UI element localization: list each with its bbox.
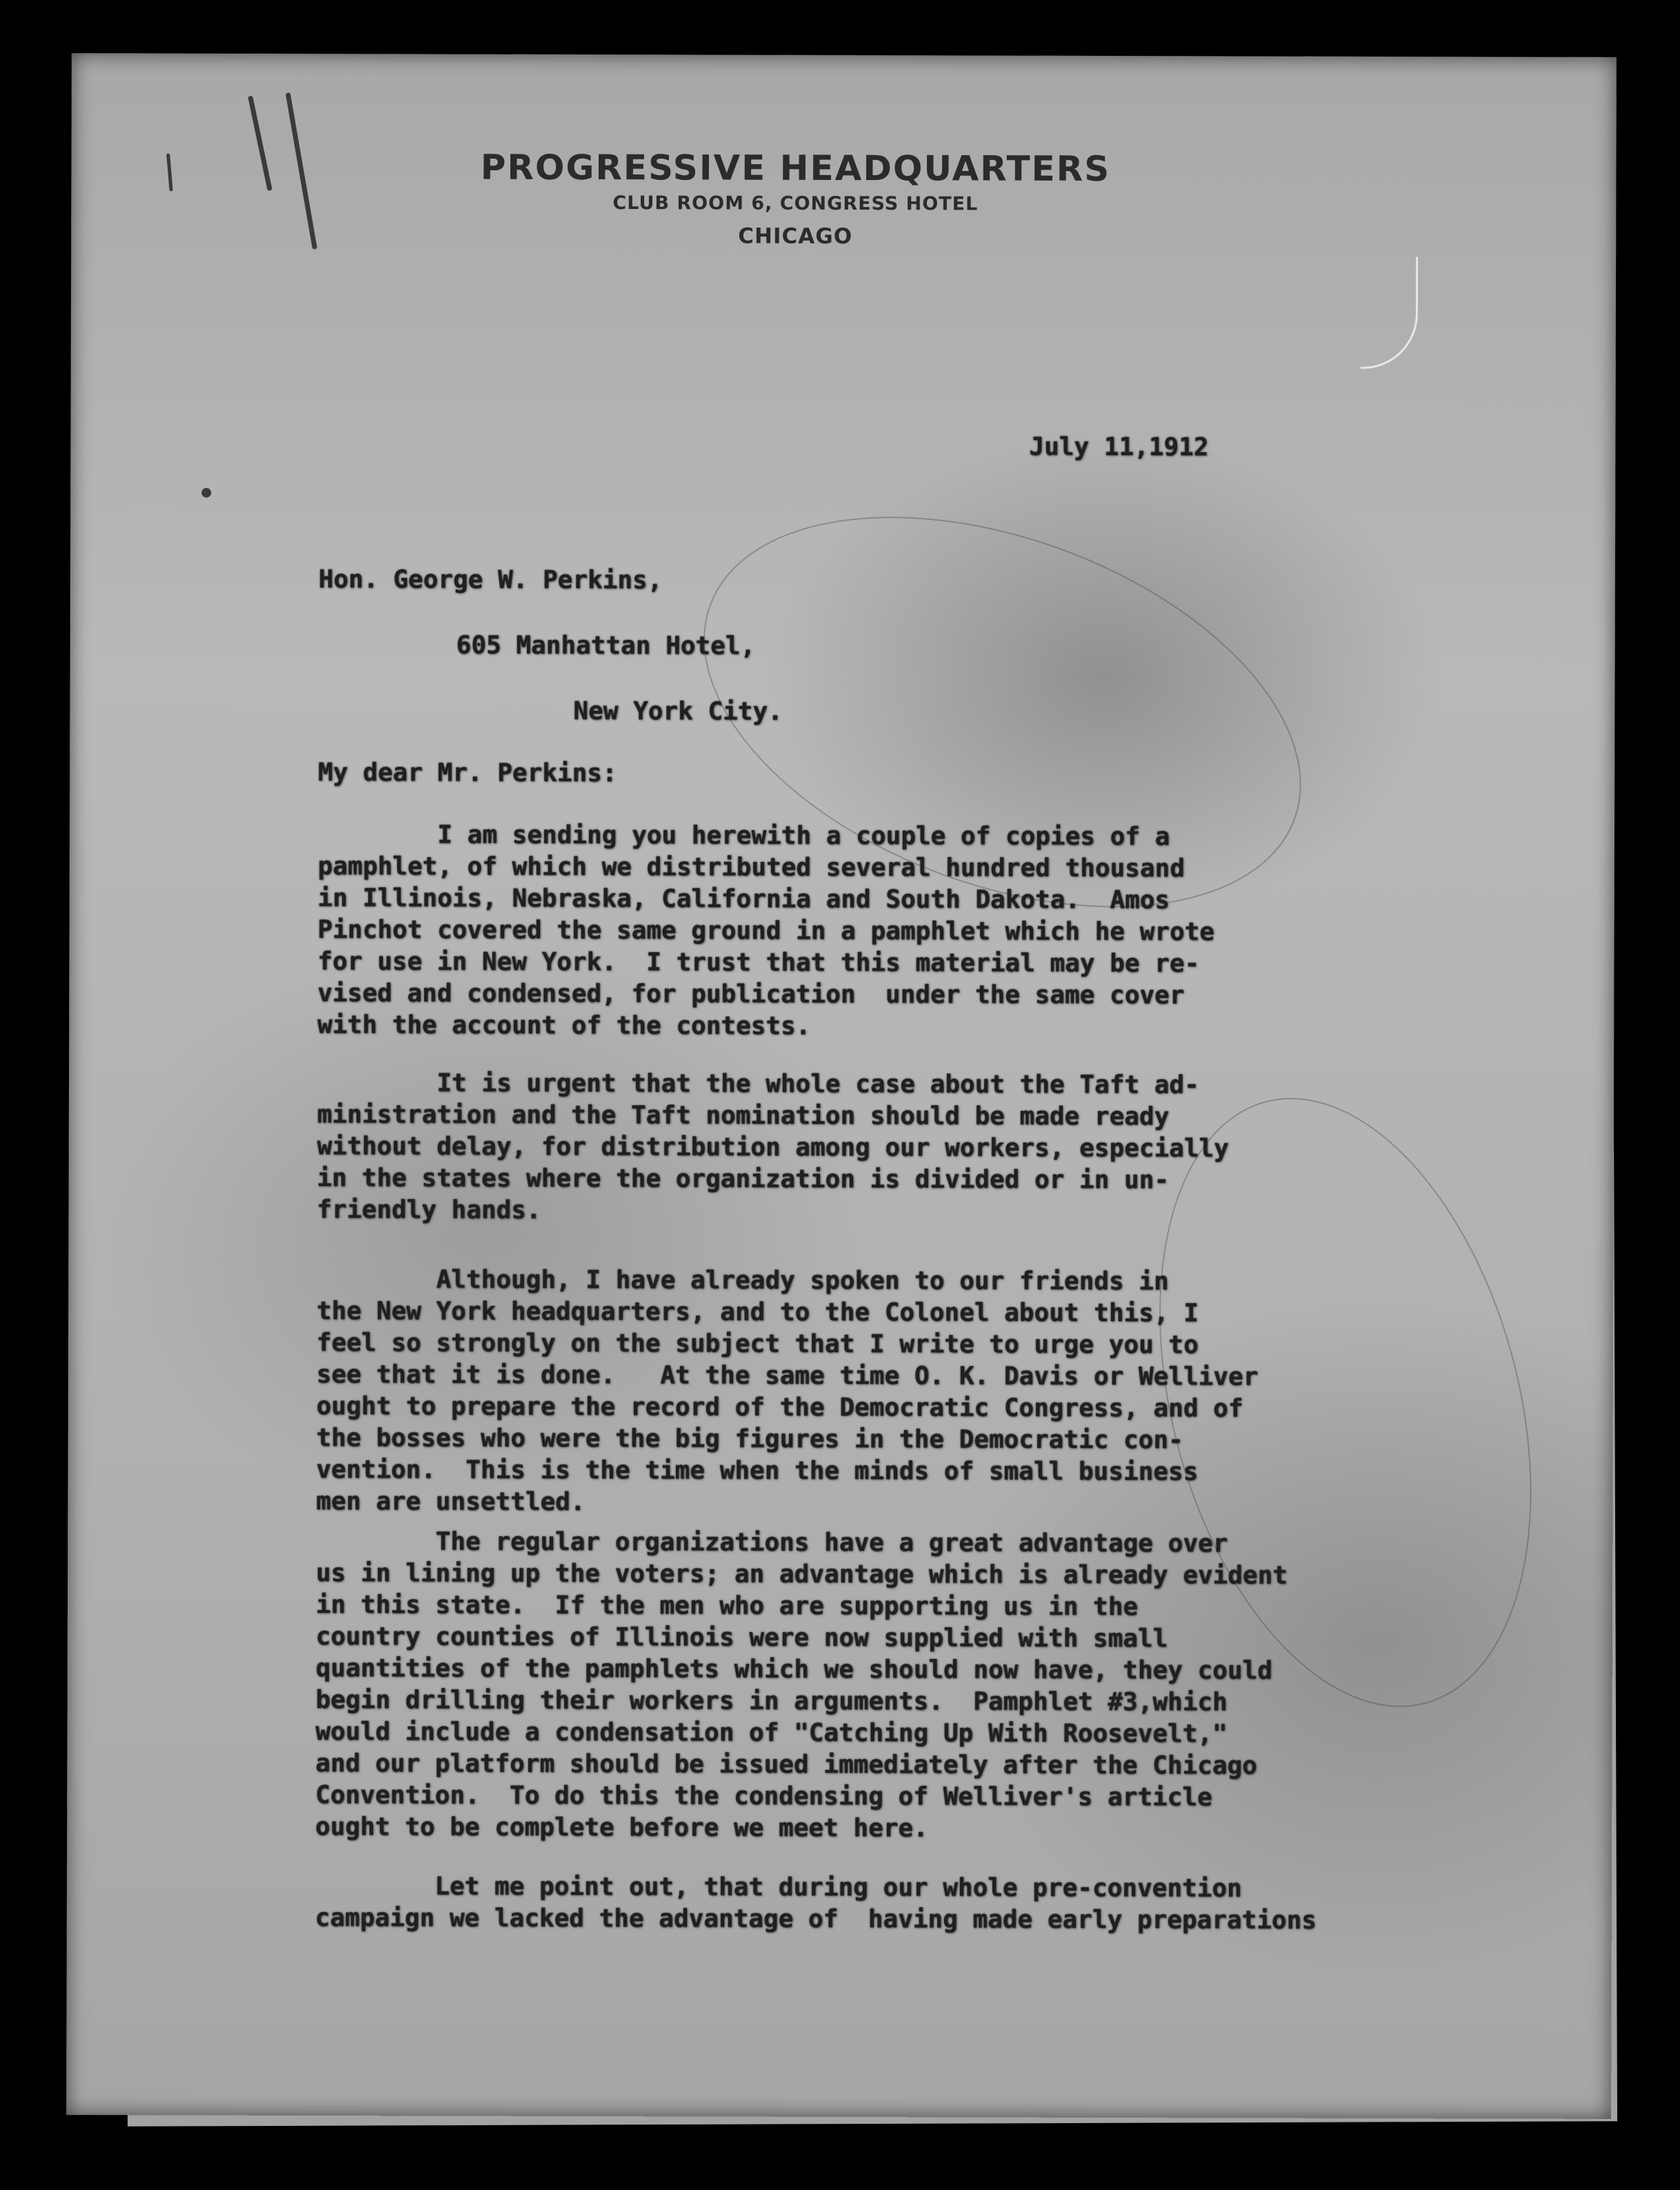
paragraph-line: ministration and the Taft nomination should be made ready bbox=[317, 1101, 1170, 1132]
paragraph-line: without delay, for distribution among our workers, especially bbox=[317, 1132, 1229, 1163]
recipient-name: Hon. George W. Perkins, bbox=[318, 565, 663, 595]
paragraph-line: and our platform should be issued immediately after the Chicago bbox=[315, 1749, 1257, 1780]
margin-tick-mark bbox=[248, 96, 272, 191]
paragraph-line: see that it is done. At the same time O. K. Davis or Welliver bbox=[316, 1360, 1259, 1392]
paragraph-line: us in lining up the voters; an advantage which is already evident bbox=[316, 1559, 1288, 1590]
letter-page bbox=[66, 53, 1617, 2119]
paragraph-line: quantities of the pamphlets which we should now have, they could bbox=[315, 1654, 1272, 1685]
margin-tick-mark bbox=[286, 92, 317, 250]
paragraph-line: begin drilling their workers in arguments. Pamphlet #3,which bbox=[315, 1686, 1228, 1717]
letter-date: July 11,1912 bbox=[1029, 432, 1209, 462]
paragraph-line: would include a condensation of "Catching Up With Roosevelt," bbox=[315, 1718, 1228, 1749]
margin-dot-mark bbox=[201, 488, 211, 498]
paragraph-line: Although, I have already spoken to our friends in bbox=[317, 1265, 1169, 1296]
paragraph-line: vention. This is the time when the minds of small business bbox=[316, 1456, 1199, 1487]
margin-tick-mark bbox=[166, 153, 173, 191]
paragraph-line: Let me point out, that during our whole pre-convention bbox=[314, 1872, 1242, 1903]
paragraph-line: the bosses who were the big figures in the Democratic con- bbox=[316, 1424, 1183, 1455]
paragraph-line: men are unsettled. bbox=[316, 1487, 586, 1517]
paragraph-line: country counties of Illinois were now supplied with small bbox=[315, 1623, 1168, 1654]
letterhead-address: CLUB ROOM 6, CONGRESS HOTEL bbox=[612, 192, 979, 215]
paragraph-line: vised and condensed, for publication under the same cover bbox=[317, 979, 1185, 1010]
paragraph-line: the New York headquarters, and to the Colonel about this, I bbox=[317, 1297, 1199, 1328]
paragraph-line: The regular organizations have a great advantage over bbox=[316, 1527, 1228, 1558]
paragraph-line: Pinchot covered the same ground in a pamphlet which he wrote bbox=[317, 916, 1215, 947]
paragraph-line: in the states where the organization is divided or in un- bbox=[317, 1164, 1170, 1195]
paper-highlight-crease bbox=[1361, 257, 1418, 369]
paragraph-line: in Illinois, Nebraska, California and South Dakota. Amos bbox=[317, 884, 1170, 915]
paragraph-line: I am sending you herewith a couple of copies of a bbox=[317, 821, 1170, 852]
paragraph-line: with the account of the contests. bbox=[317, 1011, 811, 1041]
letterhead-title: PROGRESSIVE HEADQUARTERS bbox=[480, 147, 1111, 190]
paragraph-line: in this state. If the men who are supporting us in the bbox=[315, 1591, 1139, 1622]
paragraph-line: for use in New York. I trust that this material may be re- bbox=[317, 947, 1200, 978]
paragraph-line: feel so strongly on the subject that I write to urge you to bbox=[316, 1329, 1199, 1360]
paragraph-line: ought to prepare the record of the Democratic Congress, and of bbox=[316, 1392, 1243, 1423]
recipient-street: 605 Manhattan Hotel, bbox=[456, 631, 756, 661]
paragraph-line: It is urgent that the whole case about the Taft ad- bbox=[317, 1069, 1199, 1100]
salutation: My dear Mr. Perkins: bbox=[318, 759, 617, 788]
paragraph-3 bbox=[316, 1264, 1558, 1521]
paragraph-line: campaign we lacked the advantage of having made early preparations bbox=[314, 1904, 1317, 1935]
paragraph-line: ought to be complete before we meet here. bbox=[315, 1813, 928, 1843]
paragraph-line: friendly hands. bbox=[317, 1196, 541, 1225]
letterhead-city: CHICAGO bbox=[738, 223, 853, 250]
paragraph-5 bbox=[315, 1871, 1557, 1938]
paragraph-1 bbox=[317, 819, 1559, 1045]
paragraph-line: Convention. To do this the condensing of Welliver's article bbox=[315, 1781, 1212, 1812]
recipient-city: New York City. bbox=[573, 696, 783, 726]
paragraph-4 bbox=[315, 1526, 1557, 1847]
paragraph-line: pamphlet, of which we distributed several hundred thousand bbox=[317, 852, 1185, 883]
paragraph-2 bbox=[317, 1067, 1559, 1229]
